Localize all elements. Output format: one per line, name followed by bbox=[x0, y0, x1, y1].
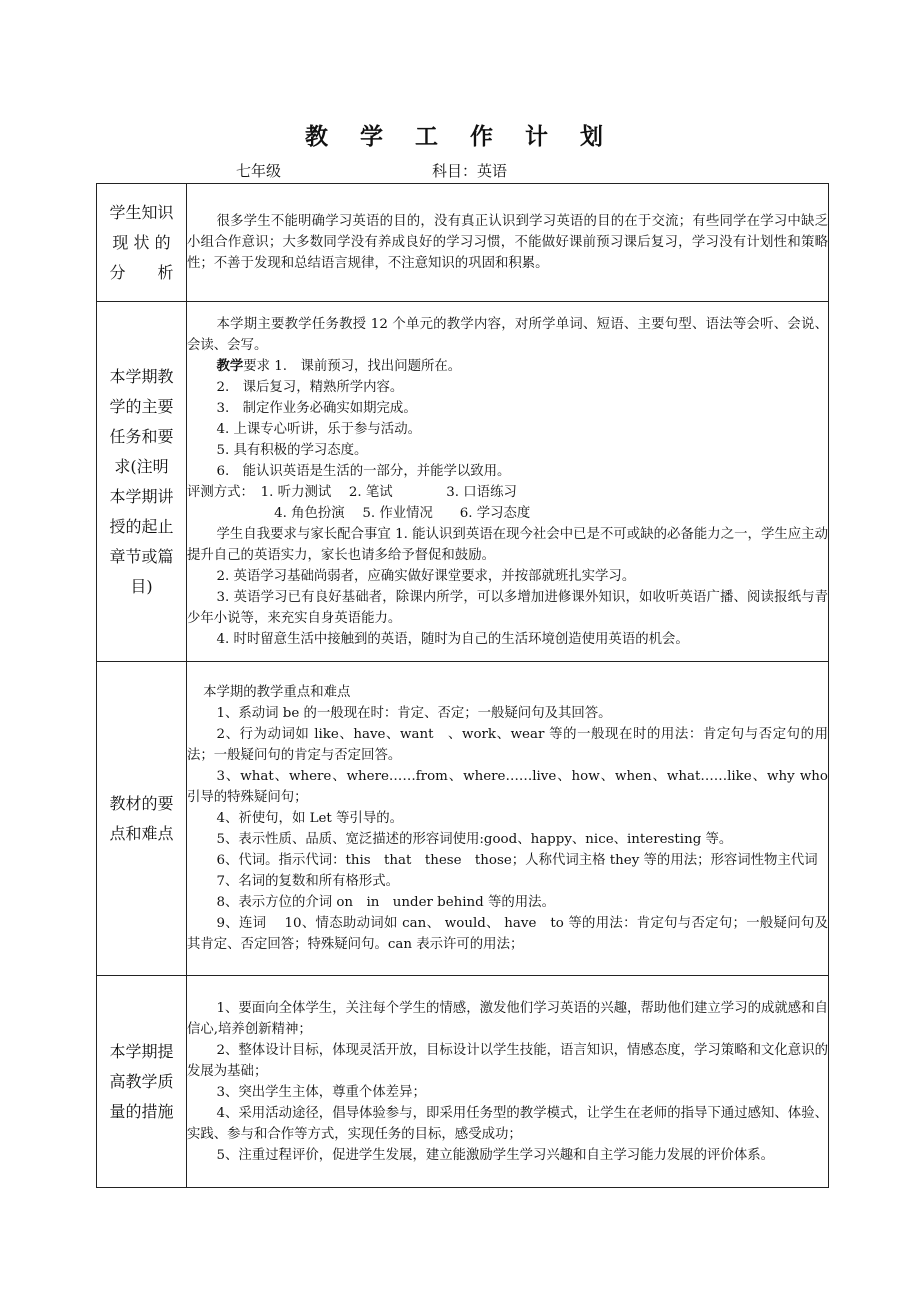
list-item: 2. 课后复习，精熟所学内容。 bbox=[216, 379, 404, 395]
row-label-keypoints bbox=[97, 662, 187, 976]
row-label-line: 求(注明 bbox=[114, 456, 169, 476]
row-label-line: 教材的要 bbox=[109, 793, 174, 813]
list-item: 5、表示性质、品质、宽泛描述的形容词使用:good、happy、nice、interesting 等。 bbox=[216, 832, 733, 847]
tasks-requirement-first bbox=[187, 356, 828, 377]
row-label-line: 授的起止 bbox=[109, 516, 174, 536]
requirement-text: 要求 1. 课前预习，找出问题所在。 bbox=[243, 358, 462, 374]
row-label-analysis bbox=[97, 184, 187, 302]
list-item: 3. 制定作业务必确实如期完成。 bbox=[216, 400, 417, 416]
row-label-line: 点和难点 bbox=[109, 823, 174, 843]
list-item: 4、采用活动途径，倡导体验参与，即采用任务型的教学模式，让学生在老师的指导下通过感知、体验、实践、参与和合作等方式，实现任务的目标，感受成功； bbox=[187, 1105, 828, 1142]
list-item: 1、要面向全体学生，关注每个学生的情感，激发他们学习英语的兴趣，帮助他们建立学习的成就感和自信心,培养创新精神； bbox=[187, 1000, 828, 1037]
row-label-line: 本学期提 bbox=[109, 1041, 174, 1061]
list-item: 6. 能认识英语是生活的一部分，并能学以致用。 bbox=[216, 463, 511, 479]
list-item: 5、注重过程评价，促进学生发展，建立能激励学生学习兴趣和自主学习能力发展的评价体系。 bbox=[216, 1147, 775, 1163]
list-item: 6、代词。指示代词：this that these those；人称代词主格 they 等的用法；形容词性物主代词 bbox=[216, 853, 818, 868]
row-label-line: 任务和要 bbox=[109, 426, 174, 446]
row-label-line: 目) bbox=[130, 576, 153, 596]
row-label-line: 学生知识 bbox=[109, 202, 174, 222]
requirement-bold: 教学 bbox=[216, 357, 244, 374]
row-label-line: 高教学质 bbox=[109, 1071, 174, 1091]
row-content-measures bbox=[187, 976, 829, 1188]
tasks-intro: 本学期主要教学任务教授 12 个单元的教学内容，对所学单词、短语、主要句型、语法等会听、会说、会读、会写。 bbox=[187, 316, 828, 353]
list-item: 3、突出学生主体，尊重个体差异； bbox=[216, 1084, 426, 1100]
row-label-line: 现 状 的 bbox=[112, 232, 171, 252]
parent-cooperation: 学生自我要求与家长配合事宜 1. 能认识到英语在现今社会中已是不可或缺的必备能力之一，学生应主动提升自己的英语实力，家长也请多给予督促和鼓励。 bbox=[187, 526, 828, 563]
table-row-keypoints bbox=[97, 662, 829, 976]
table-row-measures bbox=[97, 976, 829, 1188]
grade-label: 七年级 bbox=[236, 162, 282, 180]
table-row-tasks bbox=[97, 302, 829, 662]
list-item: 9、连词 10、情态助动词如 can、 would、 have to 等的用法：肯定句与否定句；一般疑问句及其肯定、否定回答；特殊疑问句。can 表示许可的用法； bbox=[187, 916, 828, 952]
row-label-line: 本学期讲 bbox=[109, 486, 174, 506]
keypoints-heading: 本学期的教学重点和难点 bbox=[203, 685, 351, 700]
row-content-keypoints bbox=[187, 662, 829, 976]
list-item: 4. 时时留意生活中接触到的英语，随时为自己的生活环境创造使用英语的机会。 bbox=[216, 631, 689, 647]
list-item: 2、行为动词如 like、have、want 、work、wear 等的一般现在时的用法：肯定句与否定句的用法；一般疑问句的肯定与否定回答。 bbox=[187, 727, 828, 763]
list-item: 4. 上课专心听讲，乐于参与活动。 bbox=[216, 421, 421, 437]
row-label-line: 分 析 bbox=[109, 262, 174, 282]
list-item: 3、what、where、where……from、where……live、how、when、what……like、why who 引导的特殊疑问句； bbox=[187, 769, 828, 805]
evaluation-line: 4. 角色扮演 5. 作业情况 6. 学习态度 bbox=[274, 505, 531, 521]
plan-table bbox=[96, 183, 829, 1188]
list-item: 8、表示方位的介词 on in under behind 等的用法。 bbox=[216, 895, 555, 910]
row-label-measures bbox=[97, 976, 187, 1188]
table-row-analysis bbox=[97, 184, 829, 302]
list-item: 4、祈使句，如 Let 等引导的。 bbox=[216, 811, 403, 826]
row-label-line: 学的主要 bbox=[109, 396, 174, 416]
list-item: 7、名词的复数和所有格形式。 bbox=[216, 874, 400, 889]
list-item: 3. 英语学习已有良好基础者，除课内所学，可以多增加进修课外知识，如收听英语广播、阅读报纸与青少年小说等，来充实自身英语能力。 bbox=[187, 589, 828, 626]
row-content-analysis bbox=[187, 184, 829, 302]
row-label-line: 本学期教 bbox=[109, 366, 174, 386]
list-item: 5. 具有积极的学习态度。 bbox=[216, 442, 368, 458]
page-title: 教 学 工 作 计 划 bbox=[304, 124, 616, 150]
row-label-tasks bbox=[97, 302, 187, 662]
list-item: 2、整体设计目标，体现灵活开放，目标设计以学生技能，语言知识，情感态度，学习策略和文化意识的发展为基础； bbox=[187, 1042, 828, 1079]
list-item: 2. 英语学习基础尚弱者，应确实做好课堂要求，并按部就班扎实学习。 bbox=[216, 568, 636, 584]
row-content-tasks bbox=[187, 302, 829, 662]
subject-label: 科目：英语 bbox=[432, 162, 508, 180]
row-label-line: 量的措施 bbox=[109, 1101, 174, 1121]
evaluation-line: 评测方式： 1. 听力测试 2. 笔试 3. 口语练习 bbox=[187, 484, 517, 500]
analysis-text: 很多学生不能明确学习英语的目的，没有真正认识到学习英语的目的在于交流；有些同学在学习中缺乏小组合作意识；大多数同学没有养成良好的学习习惯，不能做好课前预习课后复习，学习没有计划性和策略性；不善于发现和总结语言规律，不注意知识的巩固和积累。 bbox=[187, 214, 828, 271]
list-item: 1、系动词 be 的一般现在时：肯定、否定；一般疑问句及其回答。 bbox=[216, 706, 612, 721]
row-label-line: 章节或篇 bbox=[109, 546, 174, 566]
